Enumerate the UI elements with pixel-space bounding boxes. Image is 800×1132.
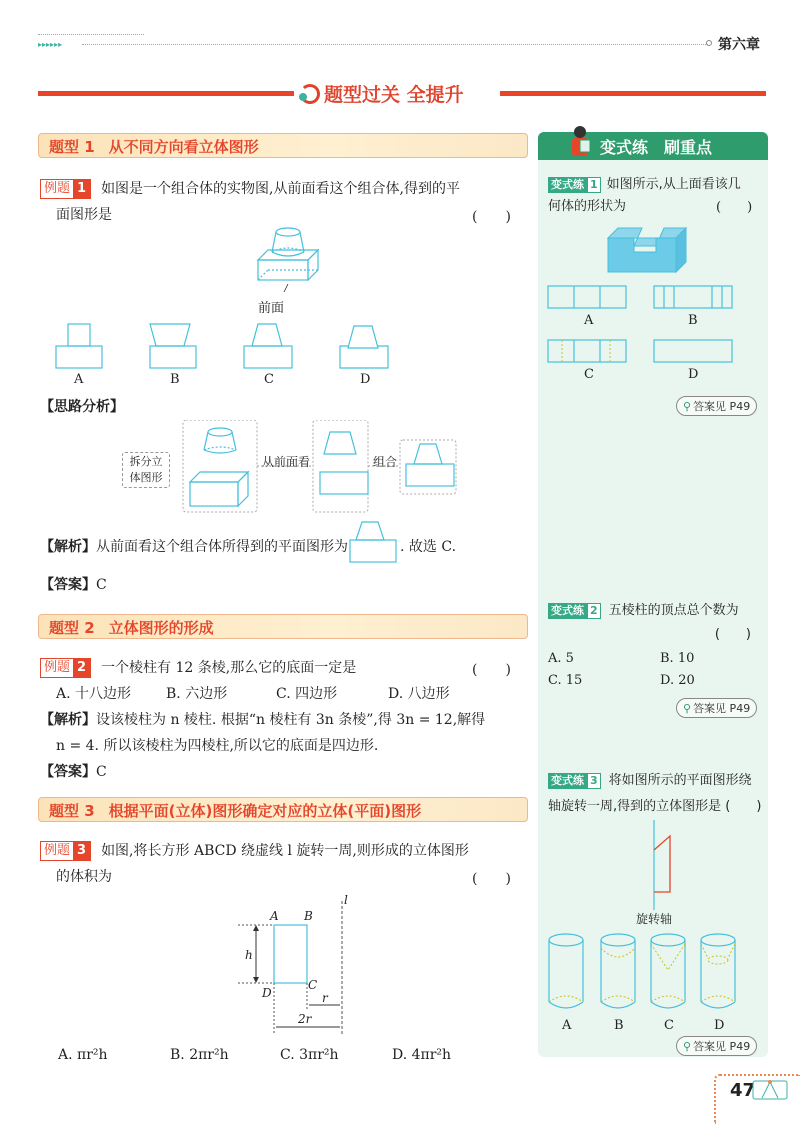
example-label: 例题 2 xyxy=(40,658,91,678)
header-arrows-icon: ▸▸▸▸▸▸ xyxy=(38,40,63,49)
example-question-line1: 如图,将长方形 ABCD 绕虚线 l 旋转一周,则形成的立体图形 xyxy=(101,843,469,859)
answer-ref-p3[interactable]: ⚲ 答案见 P49 xyxy=(676,1036,757,1056)
section-title: 从不同方向看立体图形 xyxy=(108,138,259,156)
practice-label: 变式练 2 xyxy=(548,603,601,619)
analysis-flow-diagram xyxy=(180,420,480,520)
answer-ref-p2[interactable]: ⚲ 答案见 P49 xyxy=(676,698,757,718)
example-question-line2: 的体积为 xyxy=(56,869,112,885)
practice-2: 变式练 2 五棱柱的顶点总个数为 ( ) A. 5 B. 10 C. 15 D. 20 xyxy=(548,603,751,688)
p3-option-a: A xyxy=(562,1018,572,1033)
flow-arrow-label-combine: 组合 xyxy=(373,455,398,469)
solution-title: 【解析】 xyxy=(40,539,96,555)
practice3-cylinder-options xyxy=(548,932,760,1014)
diameter-2r-label: 2r xyxy=(298,1012,312,1026)
vertex-a-label: A xyxy=(270,909,279,923)
practice-label: 变式练 3 xyxy=(548,773,601,789)
example2-options: A. 十八边形 B. 六边形 C. 四边形 D. 八边形 xyxy=(56,686,450,702)
p1-option-a: A xyxy=(584,313,594,328)
banner xyxy=(300,80,464,107)
solution-figure xyxy=(348,520,400,564)
practice1-options-figures xyxy=(546,284,746,364)
example1-answer: 【答案】C xyxy=(40,577,107,593)
sidebar-title: 变式练 刷重点 xyxy=(538,132,768,160)
banner-line-right xyxy=(500,91,766,96)
example-question-line2: 面图形是 xyxy=(56,207,112,223)
chapter-title: 第六章 xyxy=(718,37,760,53)
banner-line-left xyxy=(38,91,294,96)
option-b-label: B xyxy=(170,372,180,387)
solution-text: 从前面看这个组合体所得到的平面图形为 xyxy=(96,539,348,555)
p3-option-d: D xyxy=(714,1018,725,1033)
vertex-c-label: C xyxy=(308,978,318,992)
practice-3: 变式练 3 将如图所示的平面图形绕 轴旋转一周,得到的立体图形是 ( ) xyxy=(548,773,762,814)
header-dotted-line-top xyxy=(38,34,144,35)
section-header-3: 题型 3 根据平面(立体)图形确定对应的立体(平面)图形 xyxy=(38,797,528,822)
flow-step-decompose: 拆分立 体图形 xyxy=(122,452,170,488)
example-1 xyxy=(40,176,530,228)
option-c-label: C xyxy=(264,372,274,387)
banner-logo-icon xyxy=(300,84,320,104)
practice-1: 变式练 1 如图所示,从上面看该几 何体的形状为 ( ) xyxy=(548,177,753,215)
answer-blank: ( ) xyxy=(472,871,511,887)
compass-icon xyxy=(752,1078,788,1100)
example3-options: A. πr²h B. 2πr²h C. 3πr²h D. 4πr²h xyxy=(58,1047,452,1063)
combined-solid-figure xyxy=(250,222,330,292)
radius-r-label: r xyxy=(322,991,328,1005)
answer-blank: ( ) xyxy=(472,209,511,225)
example1-solution xyxy=(40,530,456,564)
p3-option-c: C xyxy=(664,1018,674,1033)
front-caption: 前面 xyxy=(258,301,285,316)
example-2 xyxy=(40,655,530,785)
example-label: 例题 3 xyxy=(40,841,91,861)
example-label: 例题 1 xyxy=(40,179,91,199)
option-a-label: A xyxy=(74,372,84,387)
example2-solution-line2: n = 4. 所以该棱柱为四棱柱,所以它的底面是四边形. xyxy=(56,738,379,754)
section-number: 题型 1 xyxy=(49,138,95,156)
rotation-shape-figure xyxy=(644,820,684,910)
p3-option-b: B xyxy=(614,1018,624,1033)
option-d-label: D xyxy=(360,372,371,387)
p1-option-c: C xyxy=(584,367,594,382)
answer-blank: ( ) xyxy=(472,662,511,678)
solution-conclusion: . 故选 C. xyxy=(400,539,457,555)
analysis-title: 【思路分析】 xyxy=(40,399,124,415)
example-question-line1: 如图是一个组合体的实物图,从前面看这个组合体,得到的平 xyxy=(101,181,460,197)
pin-icon: ⚲ xyxy=(683,702,692,715)
header-circle-icon xyxy=(706,40,712,46)
flow-arrow-label-front: 从前面看 xyxy=(262,455,311,469)
example-question: 一个棱柱有 12 条棱,那么它的底面一定是 xyxy=(101,660,357,676)
pin-icon: ⚲ xyxy=(683,400,692,413)
example2-solution-line1: 【解析】设该棱柱为 n 棱柱. 根据“n 棱柱有 3n 条棱”,得 3n = 12,解得 xyxy=(40,712,486,728)
pin-icon: ⚲ xyxy=(683,1040,692,1053)
rectangle-rotation-figure xyxy=(230,895,360,1040)
axis-caption: 旋转轴 xyxy=(636,912,673,926)
vertex-b-label: B xyxy=(304,909,313,923)
notched-solid-figure xyxy=(606,224,692,276)
p1-option-b: B xyxy=(688,313,698,328)
section-header-2: 题型 2 立体图形的形成 xyxy=(38,614,528,639)
example1-options-figures xyxy=(54,322,454,374)
page-number: 47 xyxy=(730,1080,756,1101)
section-header-1 xyxy=(38,133,528,158)
vertex-d-label: D xyxy=(262,986,272,1000)
p1-option-d: D xyxy=(688,367,699,382)
example-3 xyxy=(40,838,530,890)
header-dotted-line xyxy=(82,44,708,45)
practice-label: 变式练 1 xyxy=(548,177,601,193)
axis-l-label: l xyxy=(344,893,348,907)
banner-title: 题型过关 全提升 xyxy=(324,84,464,106)
student-mascot-icon xyxy=(566,124,594,158)
height-h-label: h xyxy=(245,948,253,962)
example2-answer: 【答案】C xyxy=(40,764,107,780)
answer-ref-p1[interactable]: ⚲ 答案见 P49 xyxy=(676,396,757,416)
